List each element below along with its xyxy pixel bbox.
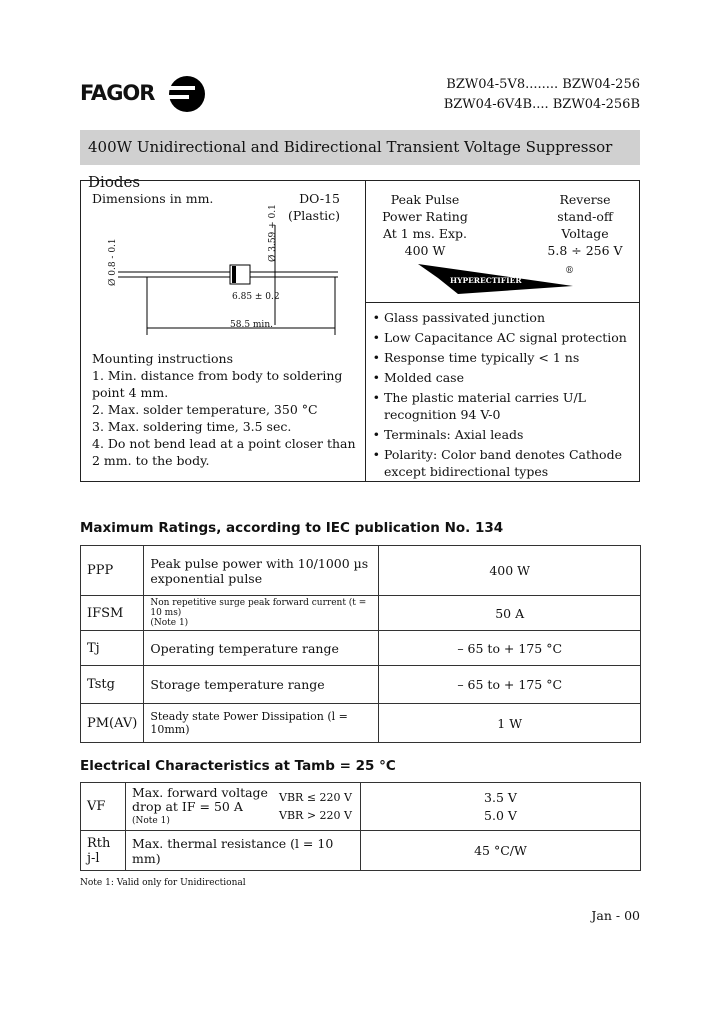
rating-line: Reverse [559,192,611,207]
feature-item: • Molded case [384,369,632,386]
brand-label: HYPERECTIFIER [450,276,522,285]
rating-line: Peak Pulse [390,192,460,207]
page-title: 400W Unidirectional and Bidirectional Transient Voltage Suppressor Diodes [80,130,640,165]
diode-outline-diagram [80,220,365,340]
dimensions-heading: Dimensions in mm. [92,191,214,206]
electrical-heading: Electrical Characteristics at Tamb = 25 °C [80,758,396,774]
body-length-label: 6.85 ± 0.2 [232,292,280,302]
condition: VBR > 220 V [279,809,352,822]
registered-mark: ® [565,266,574,276]
mounting-heading: Mounting instructions [92,351,233,366]
lead-diameter-label: Ø 0.8 - 0.1 [108,238,118,286]
symbol: IFSM [81,596,144,631]
peak-pulse-rating [375,191,475,259]
description: Peak pulse power with 10/1000 µs exponential pulse [144,546,379,596]
value-line: 5.0 V [484,807,517,823]
rating-line: Voltage [561,226,609,241]
feature-item: • Low Capacitance AC signal protection [384,329,632,346]
rating-line: Power Rating [382,209,468,224]
description: Operating temperature range [144,631,379,666]
desc-line: Max. forward voltage [132,784,268,800]
package-type: (Plastic) [287,208,340,223]
description [144,596,379,631]
value: 400 W [379,546,641,596]
conditions [279,789,352,825]
rating-line: 400 W [404,243,446,258]
date-footer: Jan - 00 [591,908,640,923]
symbol: PM(AV) [81,704,144,743]
total-length-label: 58.5 min. [230,320,273,330]
value-line: 3.5 V [484,789,517,805]
condition: VBR ≤ 220 V [279,791,352,804]
description: Storage temperature range [144,666,379,704]
feature-item: • Glass passivated junction [384,309,632,326]
body-diameter-label: Ø 3.59 + 0.1 [268,204,278,262]
logo-text: FAGOR [80,81,155,105]
mounting-instructions [92,350,357,469]
description: Max. thermal resistance (l = 10 mm) [126,831,361,871]
symbol: Tj [81,631,144,666]
table-row [81,704,641,743]
symbol: Rth j-l [81,831,126,871]
table-row [81,666,641,704]
divider [365,302,640,303]
value: – 65 to + 175 °C [379,666,641,704]
table-row [81,783,641,831]
fagor-logo [80,74,205,114]
mounting-item: 2. Max. solder temperature, 350 °C [92,402,318,417]
feature-item: • The plastic material carries U/L recognition 94 V-0 [384,389,632,423]
rating-line: At 1 ms. Exp. [382,226,468,241]
package-label [280,190,340,224]
symbol: Tstg [81,666,144,704]
value: 1 W [379,704,641,743]
rating-line: stand-off [557,209,613,224]
electrical-table [80,782,641,871]
divider [365,180,366,482]
package-name: DO-15 [299,191,340,206]
rating-line: 5.8 ÷ 256 V [547,243,623,258]
feature-item: • Terminals: Axial leads [384,426,632,443]
description: Steady state Power Dissipation (l = 10mm) [144,704,379,743]
part-numbers [440,75,640,115]
part-line-1: BZW04-5V8........ BZW04-256 [446,77,640,92]
desc-line: drop at IF = 50 A [132,798,243,814]
symbol: PPP [81,546,144,596]
footnote: Note 1: Valid only for Unidirectional [80,878,246,888]
value [361,783,641,831]
table-row [81,631,641,666]
features-list [370,309,632,480]
mounting-item: 1. Min. distance from body to soldering point 4 mm. [92,368,343,400]
max-ratings-table [80,545,641,743]
feature-item: • Response time typically < 1 ns [384,349,632,366]
note-ref: (Note 1) [132,815,170,826]
mounting-item: 3. Max. soldering time, 3.5 sec. [92,419,292,434]
part-line-2: BZW04-6V4B.... BZW04-256B [443,97,640,112]
max-ratings-heading: Maximum Ratings, according to IEC publication No. 134 [80,520,504,536]
fagor-logo-icon [165,74,205,114]
value: – 65 to + 175 °C [379,631,641,666]
table-row [81,831,641,871]
mounting-item: 4. Do not bend lead at a point closer than 2 mm. to the body. [92,436,356,468]
value: 45 °C/W [361,831,641,871]
feature-item: • Polarity: Color band denotes Cathode except bidirectional types [384,446,632,480]
description [126,783,361,831]
table-row [81,596,641,631]
symbol: VF [81,783,126,831]
reverse-voltage [535,191,635,259]
value: 50 A [379,596,641,631]
note-ref: (Note 1) [150,618,189,628]
table-row [81,546,641,596]
description-text: Non repetitive surge peak forward current (t = 10 ms) [150,598,367,618]
